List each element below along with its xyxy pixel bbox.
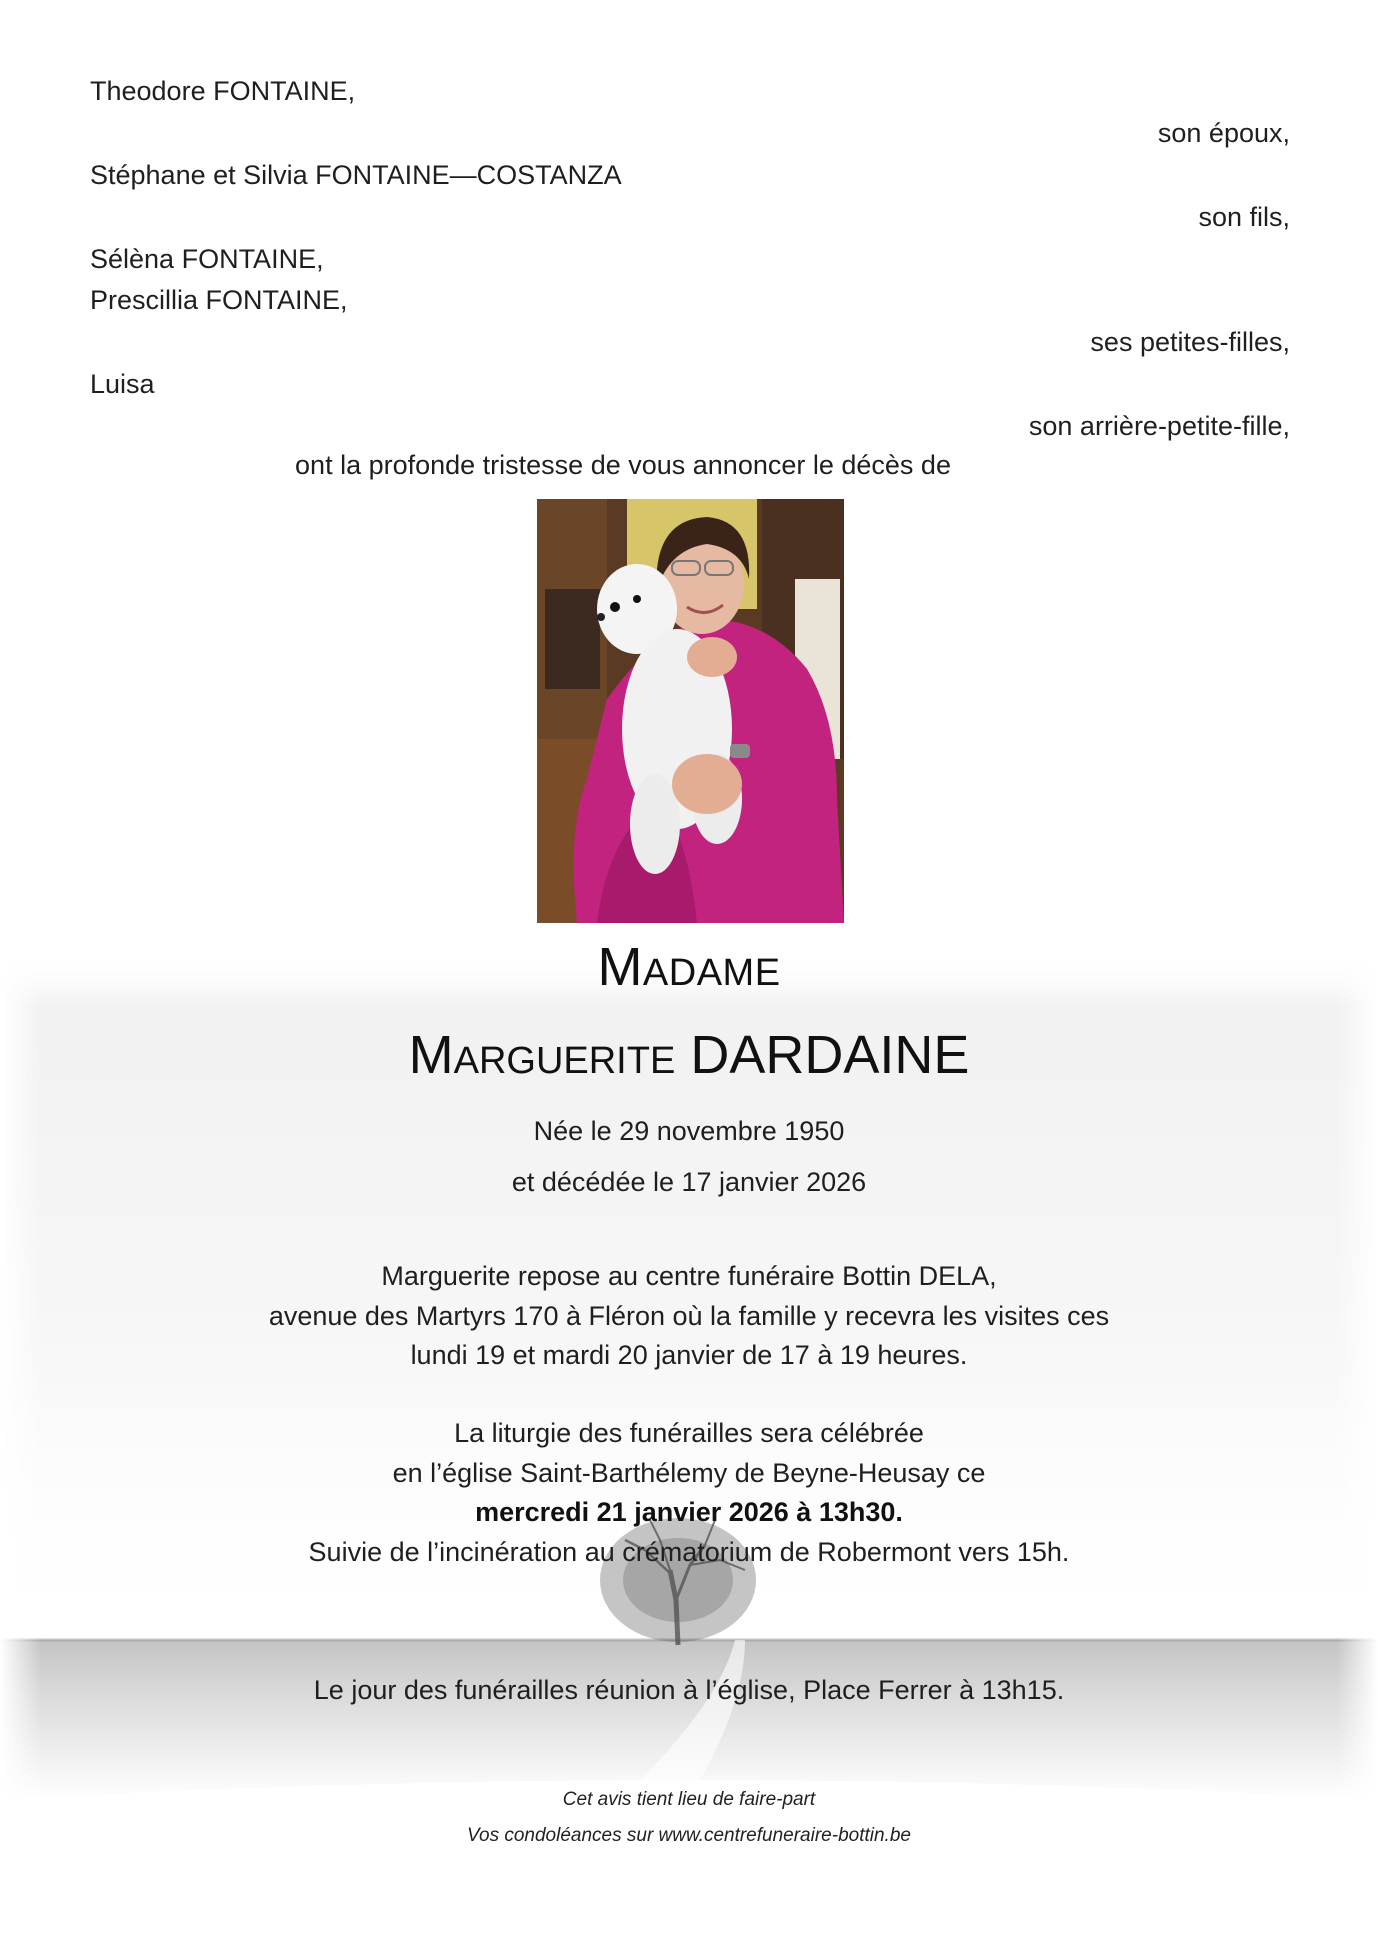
visitation-info xyxy=(0,1257,1378,1376)
son-name: Stéphane et Silvia FONTAINE—COSTANZA xyxy=(90,160,622,190)
meeting-info: Le jour des funérailles réunion à l’église, Place Ferrer à 13h15. xyxy=(313,1675,1065,1705)
deceased-title-text: Madame xyxy=(597,937,781,997)
birth-date: Née le 29 novembre 1950 xyxy=(533,1116,845,1146)
visitation-line: lundi 19 et mardi 20 janvier de 17 à 19 heures. xyxy=(410,1340,968,1370)
ceremony-datetime: mercredi 21 janvier 2026 à 13h30. xyxy=(475,1497,903,1527)
footer-notice: Cet avis tient lieu de faire-part xyxy=(562,1789,816,1810)
great-granddaughter-name: Luisa xyxy=(90,369,155,399)
deceased-first-name: Marguerite xyxy=(408,1025,676,1085)
deceased-title xyxy=(0,932,1378,1002)
deceased-last-name: DARDAINE xyxy=(690,1025,970,1085)
granddaughter-name: Sélèna FONTAINE, xyxy=(90,244,324,274)
son-relation: son fils, xyxy=(1198,202,1290,232)
spouse-relation: son époux, xyxy=(1157,118,1290,148)
deceased-name xyxy=(0,1020,1378,1090)
visitation-line: Marguerite repose au centre funéraire Bottin DELA, xyxy=(381,1261,997,1291)
footer-condolences: Vos condoléances sur www.centrefuneraire-bottin.be xyxy=(467,1825,911,1846)
granddaughter-name: Prescillia FONTAINE, xyxy=(90,285,348,315)
portrait-photo xyxy=(537,499,844,923)
great-granddaughter-relation: son arrière-petite-fille, xyxy=(1028,411,1290,441)
ceremony-line: en l’église Saint-Barthélemy de Beyne-Heusay ce xyxy=(392,1457,986,1488)
death-date: et décédée le 17 janvier 2026 xyxy=(511,1167,867,1197)
ceremony-info xyxy=(0,1414,1378,1572)
spouse-name: Theodore FONTAINE, xyxy=(90,76,356,106)
announcement-intro: ont la profonde tristesse de vous annoncer le décès de xyxy=(295,450,951,480)
visitation-line: avenue des Martyrs 170 à Fléron où la famille y recevra les visites ces xyxy=(268,1300,1110,1331)
granddaughters-relation: ses petites-filles, xyxy=(1090,327,1290,357)
ceremony-line: Suivie de l’incinération au crématorium de Robermont vers 15h. xyxy=(308,1536,1070,1567)
ceremony-line: La liturgie des funérailles sera célébrée xyxy=(454,1418,924,1448)
